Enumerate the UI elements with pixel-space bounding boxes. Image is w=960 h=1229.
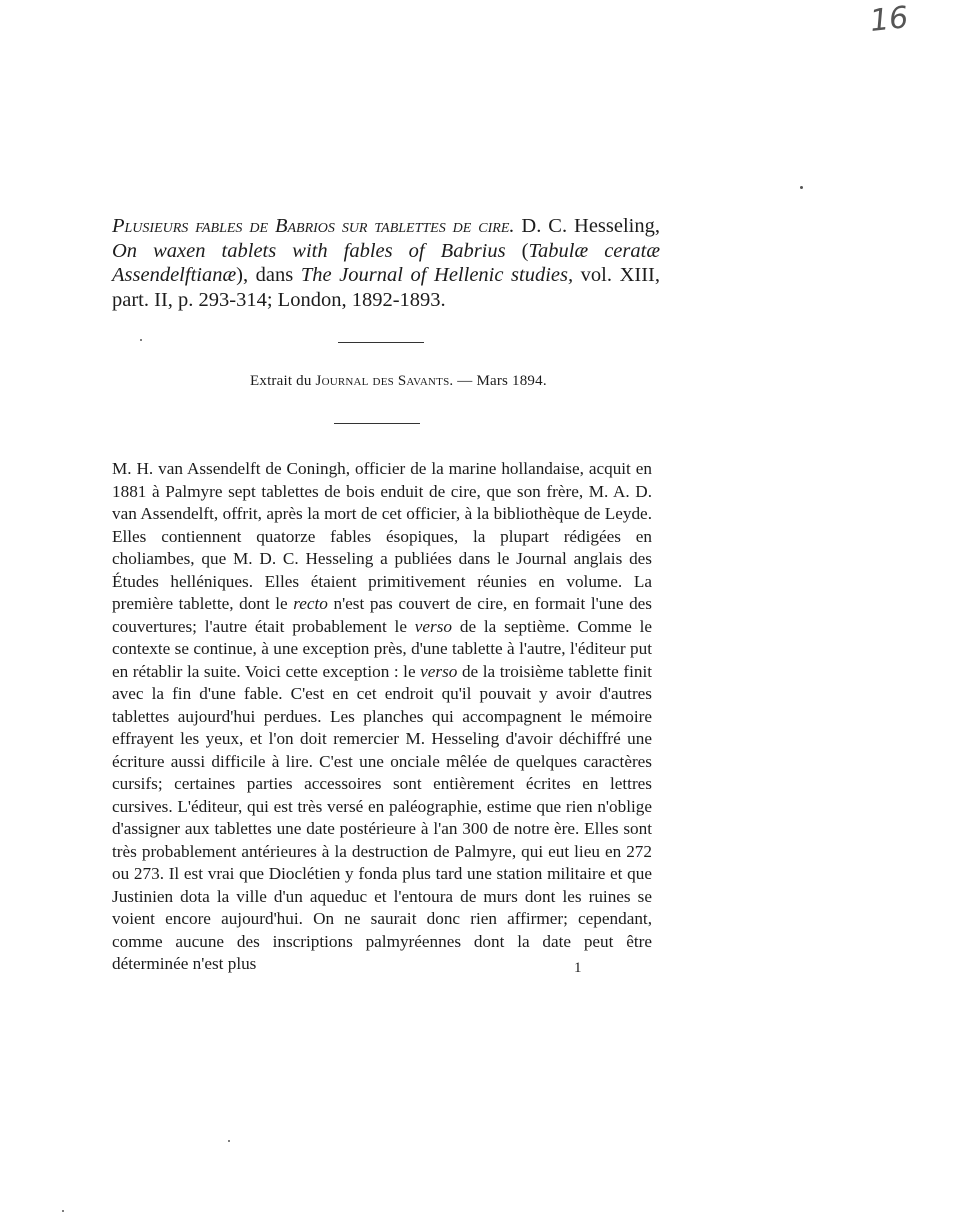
page-number: 1 (574, 960, 582, 976)
paper-speck (228, 1140, 230, 1142)
body-part-4: de la troisième tablette finit avec la fin d'une fable. C'est en cet endroit qu'il pouvait y avoir d'autres tablettes aujourd'hui perdues. Les planches qui accompagnent le mémoire effrayent les yeux, et l'on doit remercier M. Hesseling d'avoir déchiffré une écriture aussi difficile à lire. C'est une onciale mêlée de quelques caractères cursifs; certaines parties accessoires sont entièrement écrites en lettres cursives. L'éditeur, qui est très versé en paléographie, estime que rien n'oblige d'assigner aux tablettes une date postérieure à l'an 300 de notre ère. Elles sont très probablement antérieures à la destruction de Palmyre, qui eut lieu en 272 ou 273. Il est vrai que Dioclétien y fonda plus tard une station militaire et que Justinien dota la ville d'un aqueduc et l'entoura de murs dont les ruines se voient encore aujourd'hui. On ne saurait donc rien affirmer; cependant, comme aucune des inscriptions palmyréennes dont la date peut être déterminée n'est plus (112, 661, 653, 973)
heading-paren-close: ), dans (236, 264, 301, 286)
body-part-2: n'est pas couvert de cire, en formait l'une des couvertures; l'autre était probablement le (112, 594, 652, 636)
review-heading (112, 214, 660, 312)
heading-paren-open: ( (505, 239, 529, 262)
extract-journal: Journal des Savants (315, 373, 450, 389)
heading-journal: The Journal of Hellenic studies, (300, 264, 574, 286)
heading-latin-title: Tabulæ ceratæ Assendelftianæ (112, 239, 660, 286)
paper-speck (140, 339, 142, 341)
body-recto: recto (293, 594, 328, 613)
body-verso-2: verso (420, 661, 458, 681)
separator-rule-top (338, 342, 424, 343)
handwritten-folio-number: 16 (868, 0, 910, 39)
body-verso-1: verso (414, 616, 453, 636)
heading-author: D. C. Hesseling, (514, 215, 661, 237)
heading-work-title: On waxen tablets with fables of Babrius (112, 239, 506, 262)
body-part-3: de la septième. Comme le contexte se continue, à une exception près, d'une tablette à l'autre, l'éditeur put en rétablir la suite. Voici cette exception : le (112, 616, 653, 681)
paper-speck (62, 1210, 64, 1212)
body-part-1: M. H. van Assendelft de Coningh, officier de la marine hollandaise, acquit en 1881 à Palmyre sept tablettes de bois enduit de cire, que son frère, M. A. D. van Assendelft, offrit, après la mort de cet officier, à la bibliothèque de Leyde. Elles contiennent quatorze fables ésopiques, la plupart rédigées en choliambes, que M. D. C. Hesseling a publiées dans le Journal anglais des Études helléniques. Elles étaient primitivement réunies en volume. La première tablette, dont le (112, 459, 652, 613)
extract-prefix: Extrait du (250, 373, 316, 389)
extract-line (250, 371, 710, 391)
paper-speck (800, 186, 803, 189)
body-paragraph (112, 458, 652, 976)
separator-rule-bottom (334, 423, 420, 424)
heading-details: vol. XIII, part. II, p. 293-314; London, 1892-1893. (112, 264, 660, 311)
heading-title: Plusieurs fables de Babrios sur tablettes de cire. (112, 215, 515, 237)
extract-date: . — Mars 1894. (449, 373, 547, 389)
